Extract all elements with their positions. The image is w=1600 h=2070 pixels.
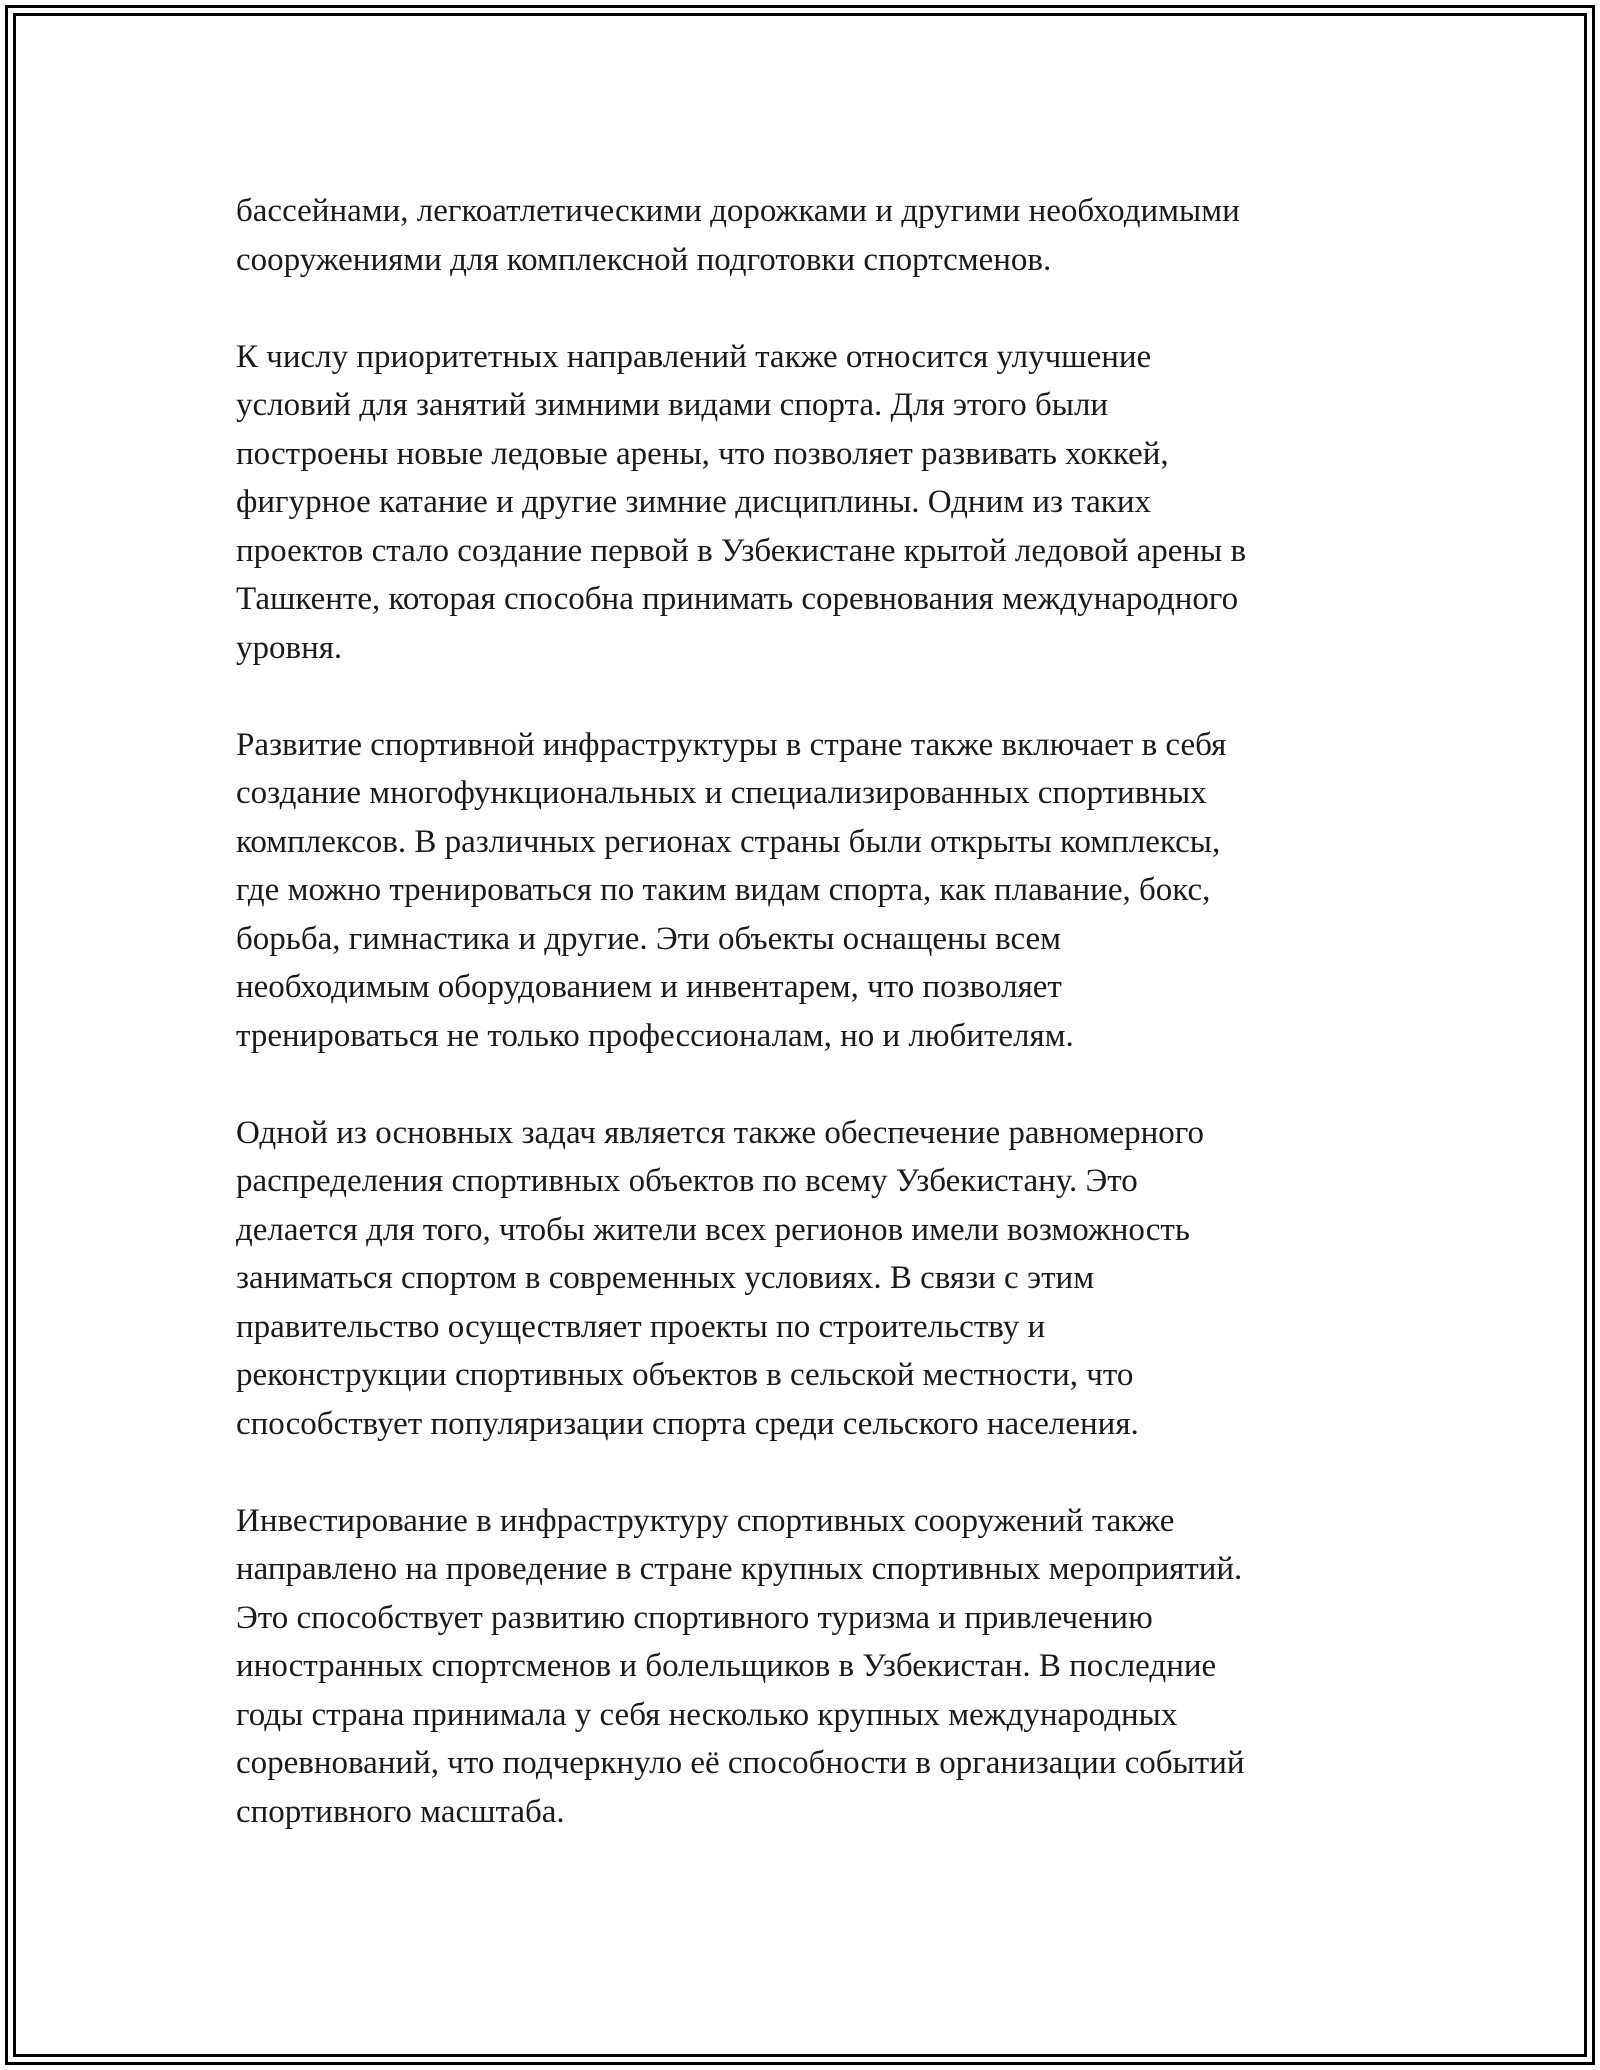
paragraph-4: Одной из основных задач является также обеспечение равномерного распределения спортивных объектов по всему Узбекистану. Это делается для того, чтобы жители всех регионов имели возможность заниматься спортом в современных условиях. В связи с этим правительство осуществляет проекты по строительству и реконструкции спортивных объектов в сельской местности, что способствует популяризации спорта среди сельского населения. bbox=[236, 1114, 1205, 1442]
paragraph-1: бассейнами, легкоатлетическими дорожками и другими необходимыми сооружениями для комплексной подготовки спортсменов. bbox=[236, 193, 1240, 278]
paragraph-3: Развитие спортивной инфраструктуры в стране также включает в себя создание многофункциональных и специализированных спортивных комплексов. В различных регионах страны были открыты комплексы, где можно тренироваться по таким видам спорта, как плавание, бокс, борьба, гимнастика и другие. Эти объекты оснащены всем необходимым оборудованием и инвентарем, что позволяет тренироваться не только профессионалам, но и любителям. bbox=[236, 726, 1227, 1054]
paragraph-5: Инвестирование в инфраструктуру спортивных сооружений также направлено на проведение в стране крупных спортивных мероприятий. Это способствует развитию спортивного туризма и привлечению иностранных спортсменов и болельщиков в Узбекистан. В последние годы страна принимала у себя несколько крупных международных соревнований, что подчеркнуло её способности в организации событий спортивного масштаба. bbox=[236, 1502, 1245, 1830]
document-body bbox=[236, 187, 1386, 1836]
paragraph-2: К числу приоритетных направлений также относится улучшение условий для занятий зимними видами спорта. Для этого были построены новые ледовые арены, что позволяет развивать хоккей, фигурное катание и другие зимние дисциплины. Одним из таких проектов стало создание первой в Узбекистане крытой ледовой арены в Ташкенте, которая способна принимать соревнования международного уровня. bbox=[236, 338, 1247, 666]
